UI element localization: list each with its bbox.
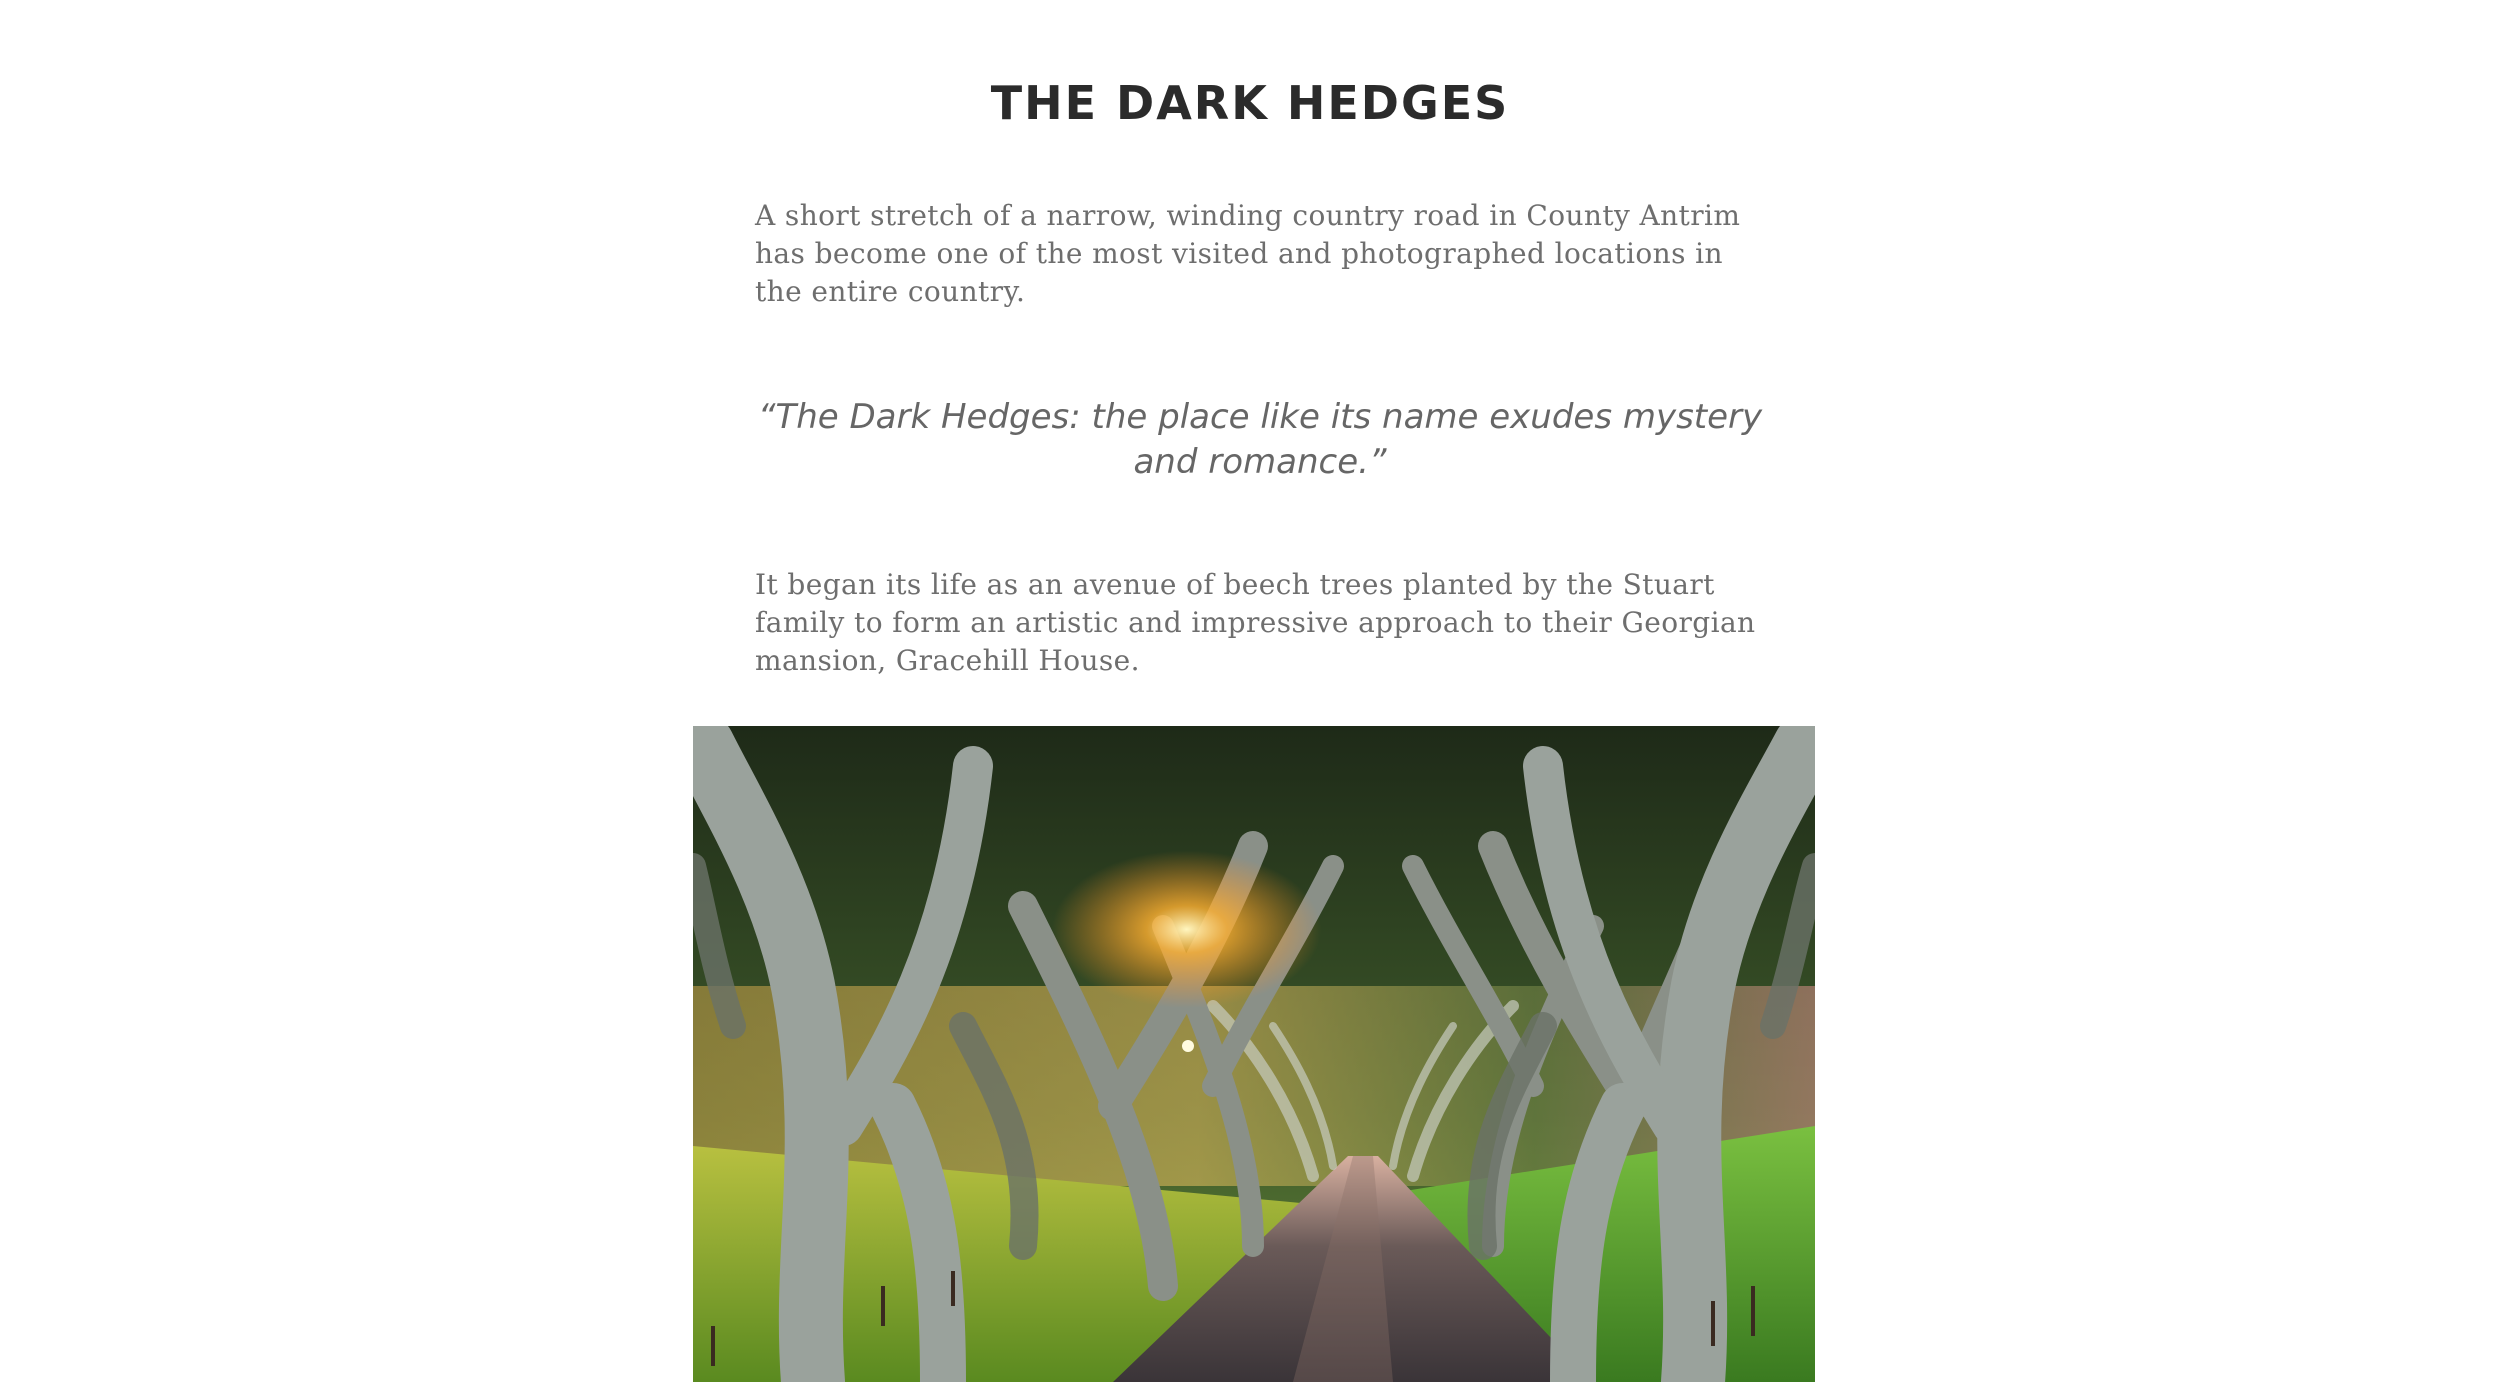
pull-quote: “The Dark Hedges: the place like its name exudes mystery and romance.” xyxy=(757,397,1763,482)
intro-paragraph: A short stretch of a narrow, winding country road in County Antrim has become one of the most visited and photographed locations in the entire country. xyxy=(755,199,1741,308)
history-paragraph: It began its life as an avenue of beech trees planted by the Stuart family to form an artistic and impressive approach to their Georgian mansion, Gracehill House. xyxy=(755,568,1756,677)
dark-hedges-photo xyxy=(693,726,1815,1382)
page-title: THE DARK HEDGES xyxy=(990,76,1510,130)
